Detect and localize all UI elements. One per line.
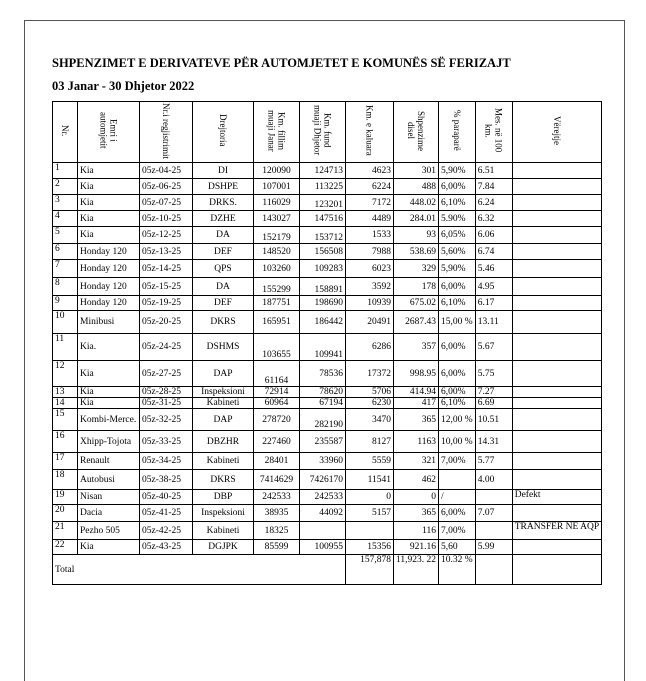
cell-registration: 05z-31-25 xyxy=(140,398,193,409)
cell-directorate: DSHPE xyxy=(193,179,254,195)
cell-km-end: 153712 xyxy=(300,227,346,244)
cell-diesel-expense: 488 xyxy=(394,179,439,195)
cell-vehicle-name: Kia xyxy=(78,179,140,195)
cell-diesel-expense: 538.69 xyxy=(394,244,439,260)
cell-remarks xyxy=(512,409,601,431)
cell-km-end: 124713 xyxy=(300,163,346,179)
cell-vehicle-name: Autobusi xyxy=(78,470,140,490)
header-directorate: Drejtoria xyxy=(193,102,254,163)
cell-directorate: Kabineti xyxy=(193,522,254,540)
cell-km-end: 235587 xyxy=(300,431,346,453)
cell-average-per-100km: 6.32 xyxy=(475,211,512,227)
cell-km-driven: 5706 xyxy=(346,387,394,398)
cell-nr: 5 xyxy=(53,227,78,244)
cell-km-start: 85599 xyxy=(254,540,300,555)
cell-planned-percent: 6,10% xyxy=(439,296,476,311)
cell-nr: 11 xyxy=(53,334,78,361)
cell-average-per-100km: 5.75 xyxy=(475,361,512,387)
cell-average-per-100km: 5.77 xyxy=(475,453,512,470)
cell-remarks xyxy=(512,211,601,227)
cell-km-end: 156508 xyxy=(300,244,346,260)
header-km-driven: Km. e kaluara xyxy=(346,102,394,163)
cell-registration: 05z-32-25 xyxy=(140,409,193,431)
cell-directorate: DZHE xyxy=(193,211,254,227)
cell-km-driven: 0 xyxy=(346,490,394,505)
cell-remarks: TRANSFER NË AQP xyxy=(512,522,601,540)
cell-km-end: 113225 xyxy=(300,179,346,195)
cell-vehicle-name: Dacia xyxy=(78,505,140,522)
cell-diesel-expense: 365 xyxy=(394,505,439,522)
cell-diesel-expense: 0 xyxy=(394,490,439,505)
cell-km-driven: 5157 xyxy=(346,505,394,522)
cell-registration: 05z-10-25 xyxy=(140,211,193,227)
table-row xyxy=(53,409,602,431)
cell-registration: 05z-40-25 xyxy=(140,490,193,505)
cell-nr: 4 xyxy=(53,211,78,227)
cell-directorate: Inspeksioni xyxy=(193,387,254,398)
cell-km-driven: 10939 xyxy=(346,296,394,311)
cell-km-end: 282190 xyxy=(300,409,346,431)
cell-km-driven: 5559 xyxy=(346,453,394,470)
cell-average-per-100km: 13.11 xyxy=(475,311,512,334)
table-row xyxy=(53,227,602,244)
cell-km-end: 186442 xyxy=(300,311,346,334)
cell-km-start: 242533 xyxy=(254,490,300,505)
cell-km-driven: 7172 xyxy=(346,195,394,211)
cell-directorate: DBZHR xyxy=(193,431,254,453)
cell-km-start: 155299 xyxy=(254,278,300,296)
table-row xyxy=(53,211,602,227)
table-row xyxy=(53,431,602,453)
cell-vehicle-name: Kia xyxy=(78,195,140,211)
header-average-per-100km: Mes. në 100 km. xyxy=(475,102,512,163)
cell-nr: 8 xyxy=(53,278,78,296)
cell-km-start: 60964 xyxy=(254,398,300,409)
total-planned-percent: 10.32 % xyxy=(439,555,476,585)
cell-remarks xyxy=(512,453,601,470)
cell-average-per-100km: 5.46 xyxy=(475,260,512,278)
cell-planned-percent: 6,10% xyxy=(439,398,476,409)
cell-vehicle-name: Kia xyxy=(78,387,140,398)
total-diesel-expense: 11,923. 22 xyxy=(394,555,439,585)
cell-vehicle-name: Kia xyxy=(78,163,140,179)
cell-nr: 19 xyxy=(53,490,78,505)
cell-directorate: DAP xyxy=(193,409,254,431)
cell-registration: 05z-33-25 xyxy=(140,431,193,453)
table-row xyxy=(53,505,602,522)
cell-planned-percent: 6,00% xyxy=(439,179,476,195)
cell-average-per-100km: 7.27 xyxy=(475,387,512,398)
cell-nr: 7 xyxy=(53,260,78,278)
cell-km-start: 28401 xyxy=(254,453,300,470)
cell-diesel-expense: 417 xyxy=(394,398,439,409)
cell-planned-percent: 7,00% xyxy=(439,453,476,470)
cell-planned-percent: 6,00% xyxy=(439,505,476,522)
table-row xyxy=(53,453,602,470)
cell-km-end: 78620 xyxy=(300,387,346,398)
total-label: Total xyxy=(53,555,346,585)
cell-directorate: DKRS xyxy=(193,311,254,334)
table-row xyxy=(53,296,602,311)
table-row xyxy=(53,522,602,540)
cell-planned-percent: 5,90% xyxy=(439,260,476,278)
cell-planned-percent: 12,00 % xyxy=(439,409,476,431)
table-row xyxy=(53,244,602,260)
cell-vehicle-name: Honday 120 xyxy=(78,278,140,296)
header-vehicle-name: Emri i automjetit xyxy=(78,102,140,163)
cell-km-driven: 4489 xyxy=(346,211,394,227)
cell-vehicle-name: Honday 120 xyxy=(78,260,140,278)
cell-directorate: Kabineti xyxy=(193,453,254,470)
cell-planned-percent: 5.90% xyxy=(439,211,476,227)
cell-planned-percent xyxy=(439,470,476,490)
cell-planned-percent: / xyxy=(439,490,476,505)
cell-km-start: 278720 xyxy=(254,409,300,431)
cell-km-start: 148520 xyxy=(254,244,300,260)
cell-diesel-expense: 93 xyxy=(394,227,439,244)
table-total-row xyxy=(53,555,602,585)
total-remarks-empty xyxy=(512,555,601,585)
cell-planned-percent: 6,00% xyxy=(439,334,476,361)
cell-diesel-expense: 414.94 xyxy=(394,387,439,398)
header-diesel-expense: Shpenzime disel xyxy=(394,102,439,163)
cell-vehicle-name: Kia. xyxy=(78,334,140,361)
cell-remarks xyxy=(512,260,601,278)
cell-remarks xyxy=(512,227,601,244)
cell-registration: 05z-43-25 xyxy=(140,540,193,555)
table-row xyxy=(53,398,602,409)
cell-remarks xyxy=(512,387,601,398)
header-registration: Nr.i regjistrimit xyxy=(140,102,193,163)
cell-remarks xyxy=(512,505,601,522)
cell-km-start: 61164 xyxy=(254,361,300,387)
cell-diesel-expense: 365 xyxy=(394,409,439,431)
cell-registration: 05z-27-25 xyxy=(140,361,193,387)
table-row xyxy=(53,540,602,555)
cell-diesel-expense: 301 xyxy=(394,163,439,179)
cell-diesel-expense: 998.95 xyxy=(394,361,439,387)
cell-planned-percent: 5,90% xyxy=(439,163,476,179)
cell-directorate: DEF xyxy=(193,296,254,311)
cell-average-per-100km: 5.67 xyxy=(475,334,512,361)
cell-nr: 21 xyxy=(53,522,78,540)
total-km-driven: 157,878 xyxy=(346,555,394,585)
cell-remarks xyxy=(512,179,601,195)
cell-km-end: 242533 xyxy=(300,490,346,505)
cell-planned-percent: 6,00% xyxy=(439,361,476,387)
cell-average-per-100km: 6.69 xyxy=(475,398,512,409)
cell-km-driven: 11541 xyxy=(346,470,394,490)
cell-registration: 05z-24-25 xyxy=(140,334,193,361)
total-average-empty xyxy=(475,555,512,585)
cell-remarks xyxy=(512,278,601,296)
cell-vehicle-name: Honday 120 xyxy=(78,296,140,311)
cell-remarks xyxy=(512,431,601,453)
cell-km-driven: 6230 xyxy=(346,398,394,409)
cell-remarks xyxy=(512,244,601,260)
cell-km-start: 143027 xyxy=(254,211,300,227)
cell-directorate: QPS xyxy=(193,260,254,278)
cell-remarks xyxy=(512,163,601,179)
cell-remarks xyxy=(512,334,601,361)
cell-registration: 05z-06-25 xyxy=(140,179,193,195)
cell-km-driven: 7988 xyxy=(346,244,394,260)
table-row xyxy=(53,490,602,505)
cell-vehicle-name: Kia xyxy=(78,227,140,244)
cell-average-per-100km: 6.24 xyxy=(475,195,512,211)
cell-planned-percent: 6,05% xyxy=(439,227,476,244)
cell-average-per-100km: 6.06 xyxy=(475,227,512,244)
cell-diesel-expense: 357 xyxy=(394,334,439,361)
cell-nr: 3 xyxy=(53,195,78,211)
table-row xyxy=(53,179,602,195)
cell-registration: 05z-15-25 xyxy=(140,278,193,296)
cell-directorate: Inspeksioni xyxy=(193,505,254,522)
cell-km-driven: 6224 xyxy=(346,179,394,195)
cell-km-driven: 6286 xyxy=(346,334,394,361)
cell-directorate: DA xyxy=(193,227,254,244)
cell-nr: 22 xyxy=(53,540,78,555)
cell-nr: 17 xyxy=(53,453,78,470)
cell-km-end: 198690 xyxy=(300,296,346,311)
cell-directorate: Kabineti xyxy=(193,398,254,409)
cell-nr: 20 xyxy=(53,505,78,522)
cell-directorate: DA xyxy=(193,278,254,296)
table-row xyxy=(53,387,602,398)
table-row xyxy=(53,260,602,278)
cell-average-per-100km: 4.95 xyxy=(475,278,512,296)
cell-planned-percent: 6,00% xyxy=(439,278,476,296)
cell-km-end: 67194 xyxy=(300,398,346,409)
cell-planned-percent: 6,10% xyxy=(439,195,476,211)
cell-vehicle-name: Honday 120 xyxy=(78,244,140,260)
cell-km-start: 227460 xyxy=(254,431,300,453)
document-period: 03 Janar - 30 Dhjetor 2022 xyxy=(52,79,195,93)
cell-registration: 05z-19-25 xyxy=(140,296,193,311)
cell-average-per-100km: 14.31 xyxy=(475,431,512,453)
cell-registration: 05z-28-25 xyxy=(140,387,193,398)
cell-km-driven: 17372 xyxy=(346,361,394,387)
cell-km-end: 44092 xyxy=(300,505,346,522)
cell-remarks: Defekt xyxy=(512,490,601,505)
cell-directorate: DAP xyxy=(193,361,254,387)
cell-registration: 05z-20-25 xyxy=(140,311,193,334)
cell-remarks xyxy=(512,398,601,409)
cell-nr: 14 xyxy=(53,398,78,409)
cell-planned-percent: 6,00% xyxy=(439,387,476,398)
document-title: SHPENZIMET E DERIVATEVE PËR AUTOMJETET E KOMUNËS SË FERIZAJT xyxy=(52,56,511,70)
cell-nr: 6 xyxy=(53,244,78,260)
cell-directorate: DSHMS xyxy=(193,334,254,361)
cell-planned-percent: 15,00 % xyxy=(439,311,476,334)
cell-km-end: 147516 xyxy=(300,211,346,227)
cell-diesel-expense: 329 xyxy=(394,260,439,278)
cell-km-start: 103655 xyxy=(254,334,300,361)
cell-km-driven: 4623 xyxy=(346,163,394,179)
cell-km-driven: 3592 xyxy=(346,278,394,296)
table-header-row xyxy=(53,102,602,163)
cell-km-start: 107001 xyxy=(254,179,300,195)
cell-nr: 2 xyxy=(53,179,78,195)
cell-vehicle-name: Minibusi xyxy=(78,311,140,334)
cell-nr: 18 xyxy=(53,470,78,490)
cell-diesel-expense: 675.02 xyxy=(394,296,439,311)
cell-directorate: DGJPK xyxy=(193,540,254,555)
cell-km-end xyxy=(300,522,346,540)
header-km-start: Km. fillim muaji Janar xyxy=(254,102,300,163)
cell-registration: 05z-38-25 xyxy=(140,470,193,490)
cell-km-driven xyxy=(346,522,394,540)
cell-remarks xyxy=(512,296,601,311)
cell-diesel-expense: 321 xyxy=(394,453,439,470)
cell-nr: 13 xyxy=(53,387,78,398)
cell-vehicle-name: Xhipp-Tojota xyxy=(78,431,140,453)
cell-km-end: 158891 xyxy=(300,278,346,296)
cell-nr: 1 xyxy=(53,163,78,179)
cell-diesel-expense: 178 xyxy=(394,278,439,296)
cell-average-per-100km: 4.00 xyxy=(475,470,512,490)
cell-vehicle-name: Kia xyxy=(78,211,140,227)
cell-diesel-expense: 2687.43 xyxy=(394,311,439,334)
cell-average-per-100km: 6.51 xyxy=(475,163,512,179)
cell-remarks xyxy=(512,470,601,490)
cell-planned-percent: 7,00% xyxy=(439,522,476,540)
cell-average-per-100km xyxy=(475,522,512,540)
cell-km-end: 109941 xyxy=(300,334,346,361)
cell-average-per-100km: 6.74 xyxy=(475,244,512,260)
cell-vehicle-name: Renault xyxy=(78,453,140,470)
cell-directorate: DEF xyxy=(193,244,254,260)
cell-average-per-100km: 10.51 xyxy=(475,409,512,431)
cell-directorate: DKRS xyxy=(193,470,254,490)
cell-km-end: 33960 xyxy=(300,453,346,470)
cell-average-per-100km xyxy=(475,490,512,505)
cell-km-start: 72914 xyxy=(254,387,300,398)
cell-remarks xyxy=(512,540,601,555)
cell-km-driven: 20491 xyxy=(346,311,394,334)
cell-average-per-100km: 7.84 xyxy=(475,179,512,195)
cell-diesel-expense: 921.16 xyxy=(394,540,439,555)
header-remarks: Vërejtje xyxy=(512,102,601,163)
table-row xyxy=(53,311,602,334)
cell-average-per-100km: 7.07 xyxy=(475,505,512,522)
cell-directorate: DRKS. xyxy=(193,195,254,211)
cell-km-start: 152179 xyxy=(254,227,300,244)
cell-remarks xyxy=(512,361,601,387)
cell-diesel-expense: 462 xyxy=(394,470,439,490)
cell-km-start: 165951 xyxy=(254,311,300,334)
table-row xyxy=(53,470,602,490)
cell-km-start: 116029 xyxy=(254,195,300,211)
cell-diesel-expense: 116 xyxy=(394,522,439,540)
cell-km-start: 120090 xyxy=(254,163,300,179)
cell-vehicle-name: Kia xyxy=(78,540,140,555)
cell-km-end: 7426170 xyxy=(300,470,346,490)
cell-vehicle-name: Kia xyxy=(78,398,140,409)
cell-planned-percent: 10,00 % xyxy=(439,431,476,453)
cell-km-start: 103260 xyxy=(254,260,300,278)
header-planned-percent: % paraparë xyxy=(439,102,476,163)
cell-km-start: 7414629 xyxy=(254,470,300,490)
table-row xyxy=(53,163,602,179)
header-nr: Nr. xyxy=(53,102,78,163)
cell-nr: 12 xyxy=(53,361,78,387)
cell-remarks xyxy=(512,311,601,334)
cell-km-driven: 1533 xyxy=(346,227,394,244)
table-row xyxy=(53,278,602,296)
table-row xyxy=(53,195,602,211)
cell-registration: 05z-14-25 xyxy=(140,260,193,278)
cell-average-per-100km: 6.17 xyxy=(475,296,512,311)
table-row xyxy=(53,361,602,387)
cell-km-driven: 3470 xyxy=(346,409,394,431)
cell-registration: 05z-07-25 xyxy=(140,195,193,211)
cell-km-end: 100955 xyxy=(300,540,346,555)
cell-vehicle-name: Kombi-Merce. xyxy=(78,409,140,431)
cell-registration: 05z-41-25 xyxy=(140,505,193,522)
cell-remarks xyxy=(512,195,601,211)
cell-diesel-expense: 284.01 xyxy=(394,211,439,227)
cell-average-per-100km: 5.99 xyxy=(475,540,512,555)
cell-km-start: 18325 xyxy=(254,522,300,540)
cell-km-start: 187751 xyxy=(254,296,300,311)
cell-km-end: 78536 xyxy=(300,361,346,387)
header-km-end: Km. fund muaji Dhjetor xyxy=(300,102,346,163)
cell-diesel-expense: 448.02 xyxy=(394,195,439,211)
cell-planned-percent: 5,60 xyxy=(439,540,476,555)
cell-km-start: 38935 xyxy=(254,505,300,522)
cell-registration: 05z-34-25 xyxy=(140,453,193,470)
cell-km-driven: 8127 xyxy=(346,431,394,453)
cell-nr: 9 xyxy=(53,296,78,311)
cell-vehicle-name: Pezho 505 xyxy=(78,522,140,540)
cell-nr: 10 xyxy=(53,311,78,334)
cell-registration: 05z-13-25 xyxy=(140,244,193,260)
cell-vehicle-name: Kia xyxy=(78,361,140,387)
cell-km-end: 123201 xyxy=(300,195,346,211)
cell-km-driven: 6023 xyxy=(346,260,394,278)
fuel-expense-table xyxy=(52,101,602,585)
cell-directorate: DI xyxy=(193,163,254,179)
cell-registration: 05z-12-25 xyxy=(140,227,193,244)
cell-nr: 16 xyxy=(53,431,78,453)
cell-km-end: 109283 xyxy=(300,260,346,278)
cell-planned-percent: 5,60% xyxy=(439,244,476,260)
cell-registration: 05z-04-25 xyxy=(140,163,193,179)
cell-km-driven: 15356 xyxy=(346,540,394,555)
cell-vehicle-name: Nisan xyxy=(78,490,140,505)
cell-registration: 05z-42-25 xyxy=(140,522,193,540)
table-row xyxy=(53,334,602,361)
cell-nr: 15 xyxy=(53,409,78,431)
cell-diesel-expense: 1163 xyxy=(394,431,439,453)
cell-directorate: DBP xyxy=(193,490,254,505)
